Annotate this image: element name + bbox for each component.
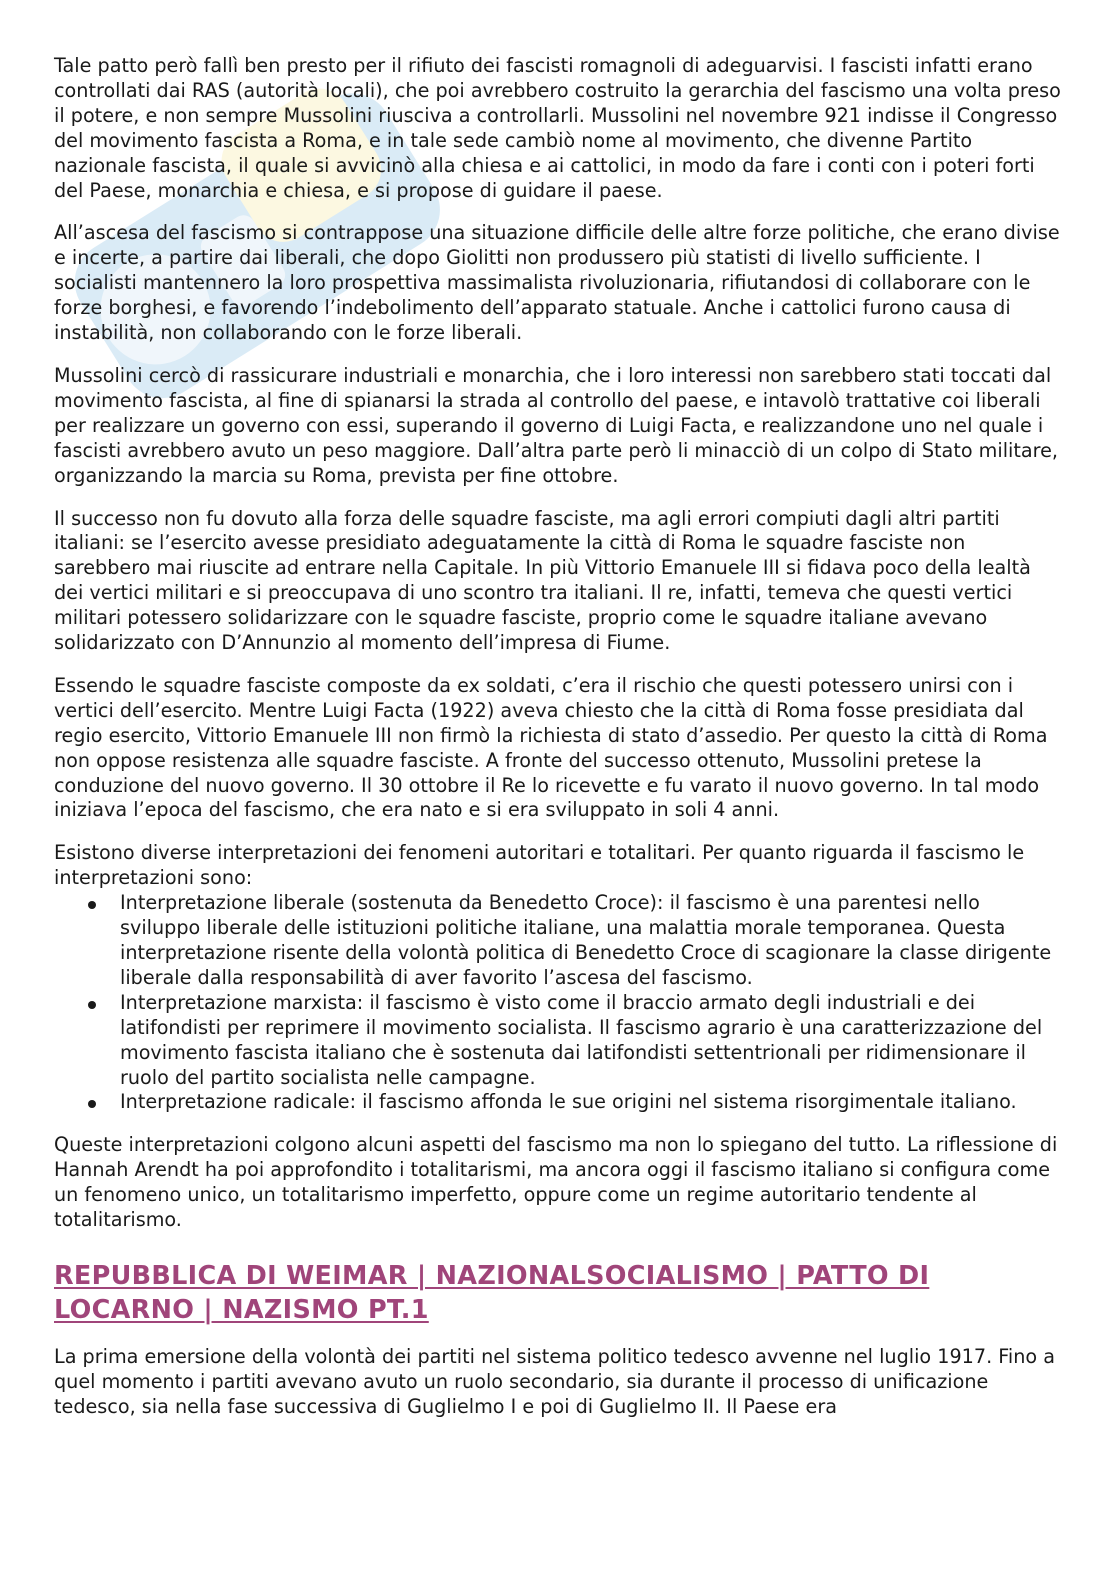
paragraph-4: Il successo non fu dovuto alla forza delle squadre fasciste, ma agli errori compiuti dagli altri partiti italiani: se l’esercito avesse presidiato adeguatamente la città di Roma le squadre fasciste non sarebbero mai riuscite ad entrare nella Capitale. In più Vittorio Emanuele III si fidava poco della lealtà dei vertici militari e si preoccupava di uno scontro tra italiani. Il re, infatti, temeva che questi vertici militari potessero solidarizzare con le squadre fasciste, proprio come le squadre italiane avevano solidarizzato con D’Annunzio al momento dell’impresa di Fiume.: [54, 506, 1031, 655]
paragraph-6: Esistono diverse interpretazioni dei fenomeni autoritari e totalitari. Per quanto riguarda il fascismo le interpretazioni sono:: [54, 841, 1025, 890]
closing-paragraph: Queste interpretazioni colgono alcuni aspetti del fascismo ma non lo spiegano del tutto. La riflessione di Hannah Arendt ha poi approfondito i totalitarismi, ma ancora oggi il fascismo italiano si configura come un fenomeno unico, un totalitarismo imperfetto, oppure come un regime autoritario tendente al totalitarismo.: [54, 1133, 1058, 1232]
document-page: [54, 54, 1064, 1438]
list-item-text: Interpretazione liberale (sostenuta da Benedetto Croce): il fascismo è una parentesi nello sviluppo liberale delle istituzioni politiche italiane, una malattia morale temporanea. Questa interpretazione risente della volontà politica di Benedetto Croce di scagionare la classe dirigente liberale dalla responsabilità di aver favorito l’ascesa del fascismo.: [120, 891, 1052, 989]
paragraph-1: Tale patto però fallì ben presto per il rifiuto dei fascisti romagnoli di adeguarvisi. I fascisti infatti erano controllati dai RAS (autorità locali), che poi avrebbero costruito la gerarchia del fascismo una volta preso il potere, e non sempre Mussolini riusciva a controllarli. Mussolini nel novembre 921 indisse il Congresso del movimento fascista a Roma, e in tale sede cambiò nome al movimento, che divenne Partito nazionale fascista, il quale si avvicinò alla chiesa e ai cattolici, in modo da fare i conti con i poteri forti del Paese, monarchia e chiesa, e si propose di guidare il paese.: [54, 54, 1061, 202]
list-item-text: Interpretazione marxista: il fascismo è visto come il braccio armato degli industriali e dei latifondisti per reprimere il movimento socialista. Il fascismo agrario è una caratterizzazione del movimento fascista italiano che è sostenuta dai latifondisti settentrionali per ridimensionare il ruolo del partito socialista nelle campagne.: [120, 990, 1043, 1089]
bullet-icon: [88, 901, 96, 909]
paragraph-2: All’ascesa del fascismo si contrappose una situazione difficile delle altre forze politiche, che erano divise e incerte, a partire dai liberali, che dopo Giolitti non produssero più statisti di livello sufficiente. I socialisti mantennero la loro prospettiva massimalista rivoluzionaria, rifiutandosi di collaborare con le forze borghesi, e favorendo l’indebolimento dell’apparato statuale. Anche i cattolici furono causa di instabilità, non collaborando con le forze liberali.: [54, 221, 1060, 345]
paragraph-5: Essendo le squadre fasciste composte da ex soldati, c’era il rischio che questi potessero unirsi con i vertici dell’esercito. Mentre Luigi Facta (1922) aveva chiesto che la città di Roma fosse presidiata dal regio esercito, Vittorio Emanuele III non firmò la richiesta di stato d’assedio. Per questo la città di Roma non oppose resistenza alle squadre fasciste. A fronte del successo ottenuto, Mussolini pretese la conduzione del nuovo governo. Il 30 ottobre il Re lo ricevette e fu varato il nuovo governo. In tal modo iniziava l’epoca del fascismo, che era nato e si era sviluppato in soli 4 anni.: [54, 673, 1048, 822]
list-item: [120, 1090, 1064, 1115]
section-paragraph: La prima emersione della volontà dei partiti nel sistema politico tedesco avvenne nel luglio 1917. Fino a quel momento i partiti avevano avuto un ruolo secondario, sia durante il processo di unificazione tedesco, sia nella fase successiva di Guglielmo I e poi di Guglielmo II. Il Paese era: [54, 1344, 1056, 1418]
list-item: [120, 891, 1064, 991]
bullet-icon: [88, 1001, 96, 1009]
interpretations-list: [54, 891, 1064, 1115]
list-item: [120, 991, 1064, 1091]
list-item-text: Interpretazione radicale: il fascismo affonda le sue origini nel sistema risorgimentale italiano.: [120, 1090, 1017, 1114]
bullet-icon: [88, 1100, 96, 1108]
paragraph-3: Mussolini cercò di rassicurare industriali e monarchia, che i loro interessi non sarebbero stati toccati dal movimento fascista, al fine di spianarsi la strada al controllo del paese, e intavolò trattative coi liberali per realizzare un governo con essi, superando il governo di Luigi Facta, e realizzandone uno nel quale i fascisti avrebbero avuto un peso maggiore. Dall’altra parte però li minacciò di un colpo di Stato militare, organizzando la marcia su Roma, prevista per fine ottobre.: [54, 363, 1059, 487]
section-heading: REPUBBLICA DI WEIMAR | NAZIONALSOCIALISMO | PATTO DI LOCARNO | NAZISMO PT.1: [54, 1260, 930, 1325]
